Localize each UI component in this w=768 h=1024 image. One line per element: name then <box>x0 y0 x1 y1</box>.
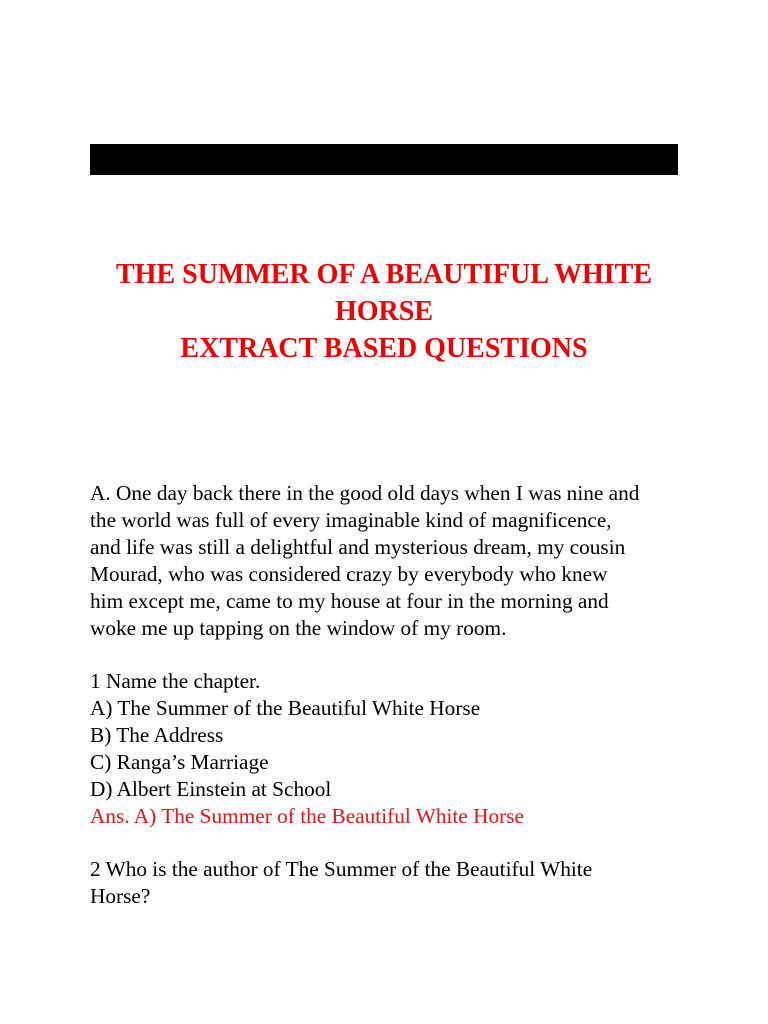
extract-passage <box>90 480 690 642</box>
extract-line: him except me, came to my house at four in the morning and <box>90 589 609 613</box>
question-1 <box>90 668 690 830</box>
question-1-option-c: C) Ranga’s Marriage <box>90 750 269 774</box>
extract-line: Mourad, who was considered crazy by everybody who knew <box>90 562 608 586</box>
question-2-prompt-line: Horse? <box>90 884 151 908</box>
spacer <box>90 830 690 856</box>
title-line-1: THE SUMMER OF A BEAUTIFUL WHITE <box>116 259 652 290</box>
document-title <box>60 256 708 367</box>
extract-line: the world was full of every imaginable kind of magnificence, <box>90 508 612 532</box>
spacer <box>90 642 690 668</box>
question-2-prompt-line: 2 Who is the author of The Summer of the Beautiful White <box>90 857 593 881</box>
extract-line: and life was still a delightful and mysterious dream, my cousin <box>90 535 626 559</box>
title-line-2: HORSE <box>334 296 434 327</box>
question-1-option-a: A) The Summer of the Beautiful White Horse <box>90 696 481 720</box>
extract-line: A. One day back there in the good old days when I was nine and <box>90 481 640 505</box>
question-1-option-b: B) The Address <box>90 723 224 747</box>
question-2 <box>90 856 690 910</box>
title-line-3: EXTRACT BASED QUESTIONS <box>180 333 588 364</box>
question-1-answer: Ans. A) The Summer of the Beautiful White Horse <box>90 804 524 828</box>
question-1-option-d: D) Albert Einstein at School <box>90 777 332 801</box>
document-content <box>90 480 690 910</box>
question-1-prompt: 1 Name the chapter. <box>90 669 261 693</box>
extract-line: woke me up tapping on the window of my room. <box>90 616 507 640</box>
black-header-bar <box>90 144 678 175</box>
